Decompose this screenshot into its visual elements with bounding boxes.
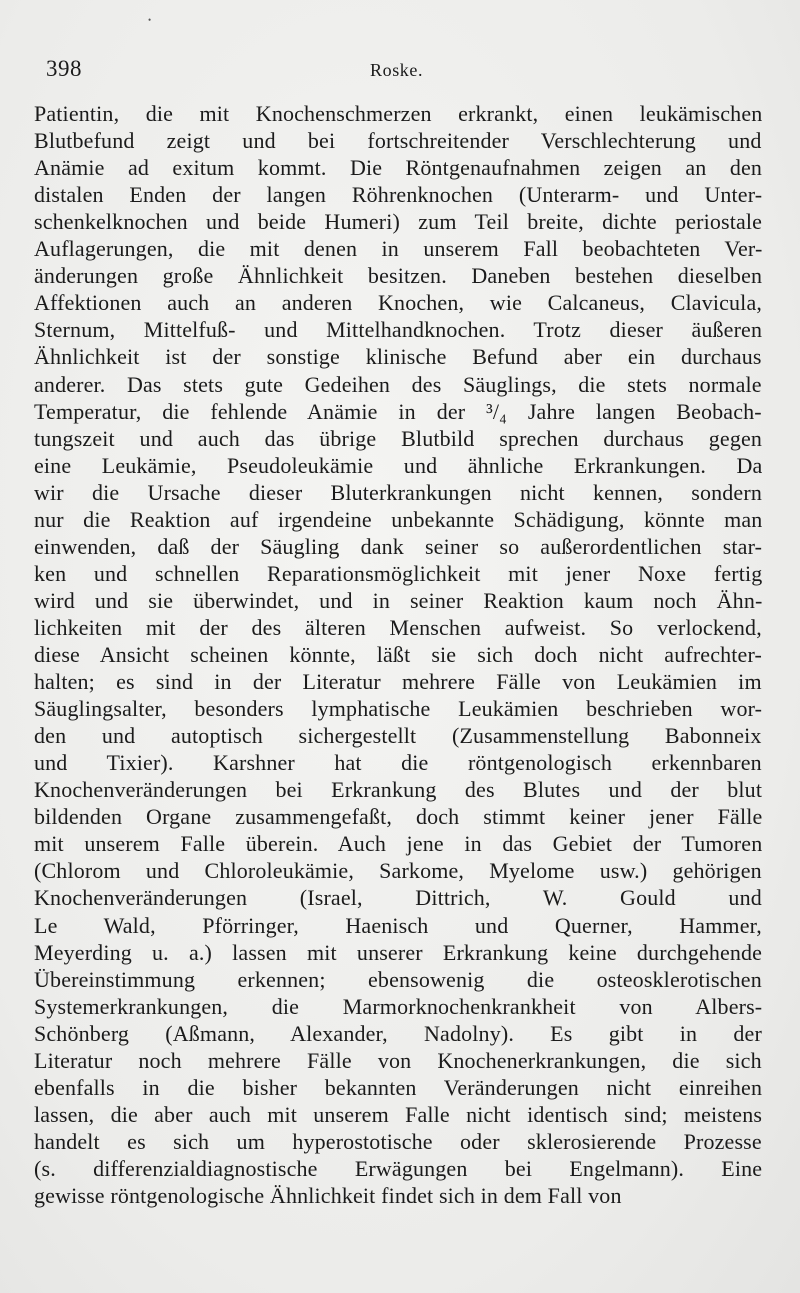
text-line: handelt es sich um hyperostotische oder sklerosierende Prozesse: [34, 1128, 762, 1154]
text-line: Auflagerungen, die mit denen in unserem Fall beobachteten Ver-: [34, 236, 763, 262]
text-line: Sternum, Mittelfuß- und Mittelhandknochen. Trotz dieser äußeren: [34, 317, 763, 343]
text-line: (s. differenzialdiagnostische Erwägungen bei Engelmann). Eine: [34, 1155, 763, 1181]
text-line: Literatur noch mehrere Fälle von Knochenerkrankungen, die sich: [34, 1047, 762, 1073]
text-line: wir die Ursache dieser Bluterkrankungen nicht kennen, sondern: [34, 479, 762, 505]
text-line: Blutbefund zeigt und bei fortschreitender Verschlechterung und: [34, 128, 762, 154]
text-line: einwenden, daß der Säugling dank seiner so außerordentlichen star-: [34, 533, 763, 559]
text-line: Säuglingsalter, besonders lymphatische Leukämien beschrieben wor-: [34, 696, 763, 722]
text-line: halten; es sind in der Literatur mehrere Fälle von Leukämien im: [34, 669, 762, 695]
text-line: eine Leukämie, Pseudoleukämie und ähnliche Erkrankungen. Da: [34, 452, 763, 478]
text-line: Meyerding u. a.) lassen mit unserer Erkrankung keine durchgehende: [34, 939, 763, 965]
text-line: Systemerkrankungen, die Marmorknochenkrankheit von Albers-: [34, 993, 763, 1019]
text-line: distalen Enden der langen Röhrenknochen (Unterarm- und Unter-: [34, 182, 763, 208]
text-line: Schönberg (Aßmann, Alexander, Nadolny). Es gibt in der: [34, 1020, 762, 1046]
page-number: 398: [46, 56, 82, 81]
text-line: (Chlorom und Chloroleukämie, Sarkome, Myelome usw.) gehörigen: [34, 858, 762, 884]
text-line: wird und sie überwindet, und in seiner Reaktion kaum noch Ähn-: [34, 587, 763, 613]
text-line: Knochenveränderungen (Israel, Dittrich, W. Gould und: [34, 885, 762, 911]
text-line: Temperatur, die fehlende Anämie in der ³/₄ Jahre langen Beobach-: [34, 398, 762, 424]
text-line: schenkelknochen und beide Humeri) zum Teil breite, dichte periostale: [34, 209, 763, 235]
text-line: und Tixier). Karshner hat die röntgenologisch erkennbaren: [34, 750, 762, 776]
text-line: Ähnlichkeit ist der sonstige klinische Befund aber ein durchaus: [34, 344, 762, 370]
text-line: mit unserem Falle überein. Auch jene in das Gebiet der Tumoren: [34, 831, 763, 857]
text-line: Affektionen auch an anderen Knochen, wie Calcaneus, Clavicula,: [34, 290, 763, 316]
text-line: Knochenveränderungen bei Erkrankung des Blutes und der blut: [34, 777, 763, 803]
ink-speck: •: [148, 15, 152, 25]
text-line: nur die Reaktion auf irgendeine unbekannte Schädigung, könnte man: [34, 506, 763, 532]
text-line: lichkeiten mit der des älteren Menschen aufweist. So verlockend,: [34, 614, 762, 640]
text-line: anderer. Das stets gute Gedeihen des Säuglings, die stets normale: [34, 371, 762, 397]
text-line: lassen, die aber auch mit unserem Falle nicht identisch sind; meistens: [34, 1101, 763, 1127]
text-line: ebenfalls in die bisher bekannten Veränderungen nicht einreihen: [34, 1074, 763, 1100]
text-line: Le Wald, Pförringer, Haenisch und Querner, Hammer,: [34, 912, 762, 938]
text-line: gewisse röntgenologische Ähnlichkeit findet sich in dem Fall von: [34, 1183, 622, 1208]
text-line: änderungen große Ähnlichkeit besitzen. Daneben bestehen dieselben: [34, 263, 763, 289]
text-line: diese Ansicht scheinen könnte, läßt sie sich doch nicht aufrechter-: [34, 642, 762, 667]
running-head: Roske.: [370, 60, 424, 80]
text-line: Anämie ad exitum kommt. Die Röntgenaufnahmen zeigen an den: [34, 155, 763, 181]
text-line: Übereinstimmung erkennen; ebensowenig die osteosklerotischen: [34, 966, 762, 992]
text-line: Patientin, die mit Knochenschmerzen erkrankt, einen leukämischen: [34, 101, 763, 126]
text-line: tungszeit und auch das übrige Blutbild sprechen durchaus gegen: [34, 425, 763, 451]
text-line: ken und schnellen Reparationsmöglichkeit mit jener Noxe fertig: [34, 560, 763, 586]
text-line: bildenden Organe zusammengefaßt, doch stimmt keiner jener Fälle: [34, 804, 763, 830]
text-line: den und autoptisch sichergestellt (Zusammenstellung Babonneix: [34, 723, 762, 749]
